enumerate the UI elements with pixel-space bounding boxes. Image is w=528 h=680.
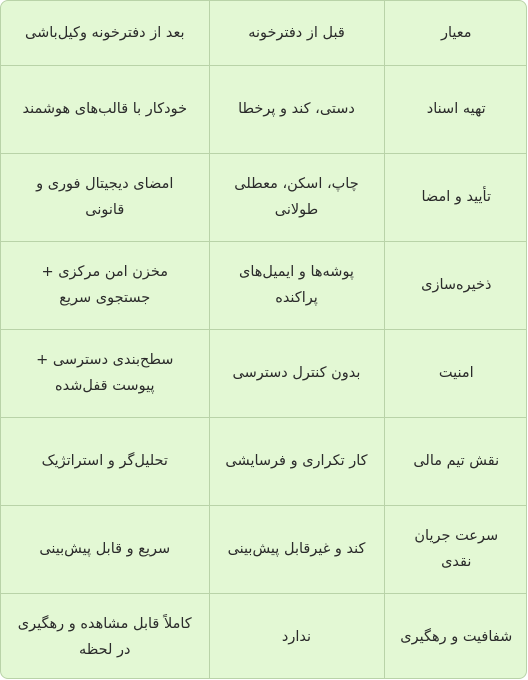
table-row	[1, 505, 527, 593]
cell-criterion: تهیه اسناد	[384, 65, 527, 153]
cell-before: بدون کنترل دسترسی	[209, 329, 384, 417]
header-criterion: معیار	[384, 1, 527, 65]
header-before: قبل از دفترخونه	[209, 1, 384, 65]
cell-after: کاملاً قابل مشاهده و رهگیری در لحظه	[1, 593, 209, 679]
table-row	[1, 65, 527, 153]
cell-after: خودکار با قالب‌های هوشمند	[1, 65, 209, 153]
cell-after: سطح‌بندی دسترسی + پیوست قفل‌شده	[1, 329, 209, 417]
cell-before: دستی، کند و پرخطا	[209, 65, 384, 153]
cell-criterion: نقش تیم مالی	[384, 417, 527, 505]
cell-criterion: ذخیره‌سازی	[384, 241, 527, 329]
cell-before: کند و غیرقابل پیش‌بینی	[209, 505, 384, 593]
cell-criterion: تأیید و امضا	[384, 153, 527, 241]
cell-before: چاپ، اسکن، معطلی طولانی	[209, 153, 384, 241]
cell-before: پوشه‌ها و ایمیل‌های پراکنده	[209, 241, 384, 329]
cell-after: سریع و قابل پیش‌بینی	[1, 505, 209, 593]
comparison-table	[1, 1, 527, 679]
table-row	[1, 241, 527, 329]
table-row	[1, 153, 527, 241]
cell-after: تحلیل‌گر و استراتژیک	[1, 417, 209, 505]
table-row	[1, 417, 527, 505]
table-header-row	[1, 1, 527, 65]
cell-after: امضای دیجیتال فوری و قانونی	[1, 153, 209, 241]
cell-before: ندارد	[209, 593, 384, 679]
cell-before: کار تکراری و فرسایشی	[209, 417, 384, 505]
cell-criterion: شفافیت و رهگیری	[384, 593, 527, 679]
cell-after: مخزن امن مرکزی + جستجوی سریع	[1, 241, 209, 329]
table-row	[1, 593, 527, 679]
header-after: بعد از دفترخونه وکیل‌باشی	[1, 1, 209, 65]
table-row	[1, 329, 527, 417]
cell-criterion: امنیت	[384, 329, 527, 417]
cell-criterion: سرعت جریان نقدی	[384, 505, 527, 593]
